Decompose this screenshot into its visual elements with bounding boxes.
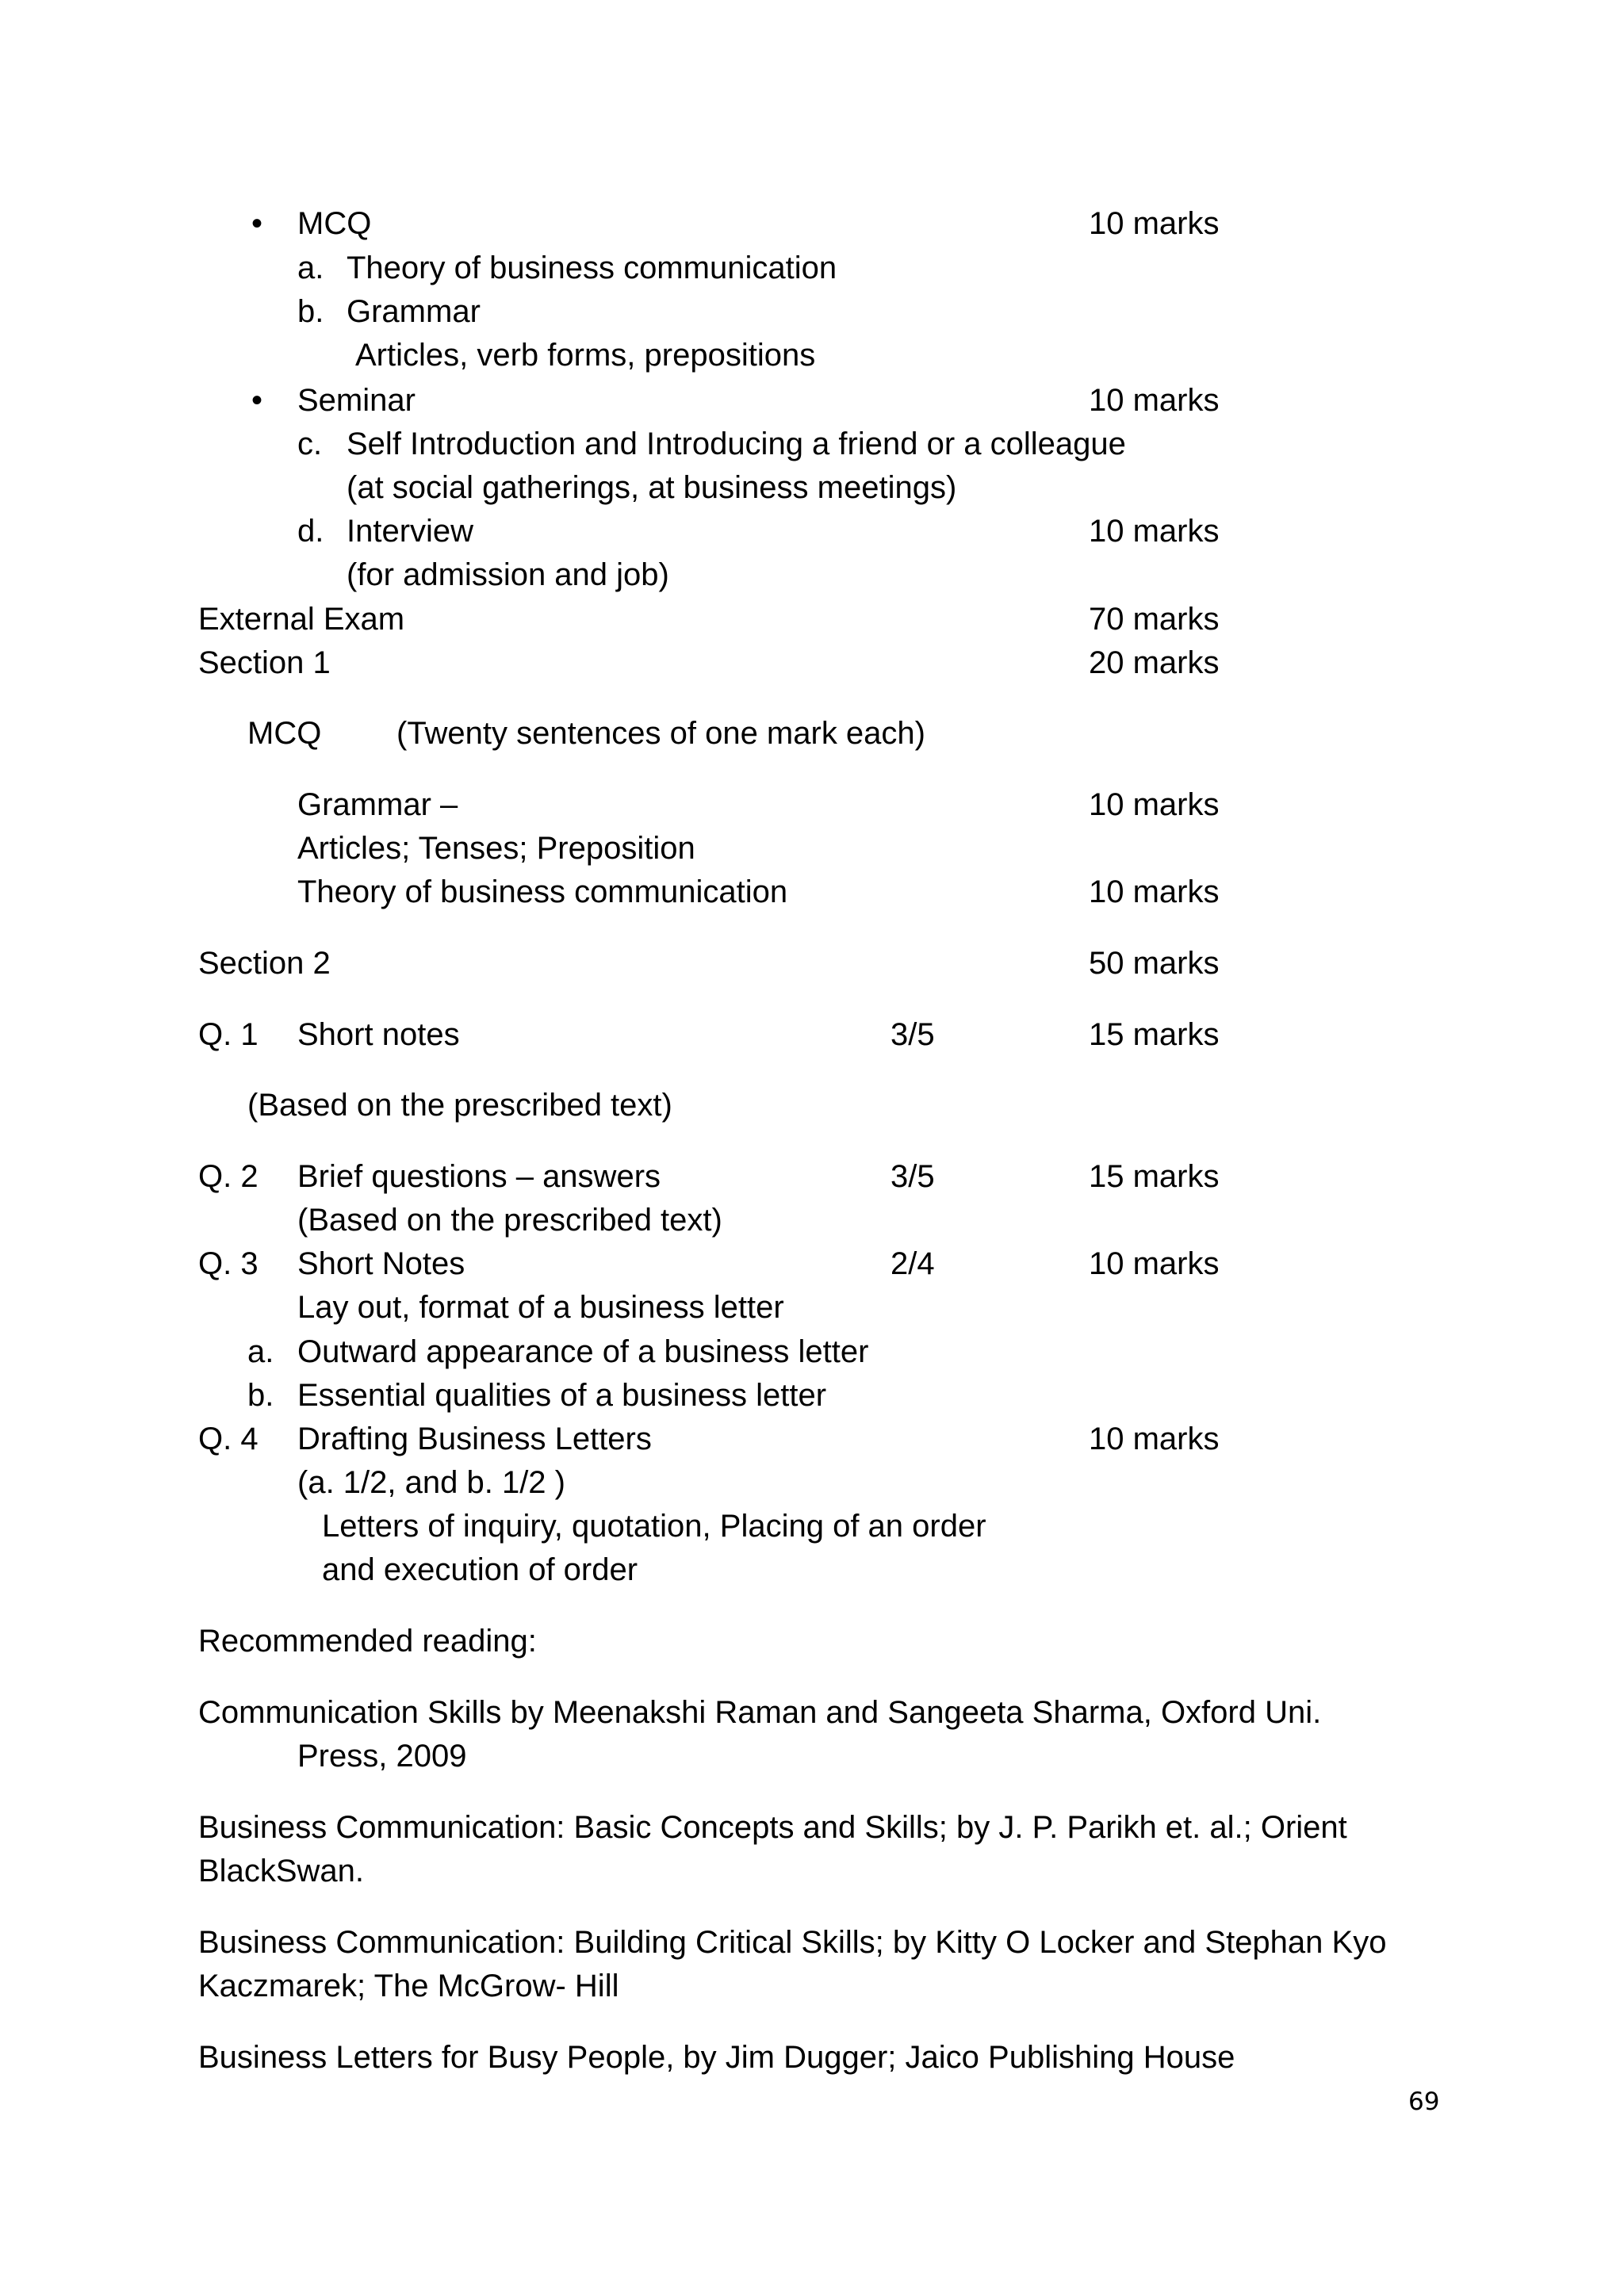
q3-number: Q. 3 [198, 1246, 259, 1281]
q3-item-a-text: Outward appearance of a business letter [297, 1334, 869, 1369]
q1-title: Short notes [297, 1017, 460, 1052]
q2-number: Q. 2 [198, 1159, 259, 1194]
section2-marks: 50 marks [1089, 946, 1220, 981]
mcq-label: MCQ [297, 206, 372, 241]
q1-choice: 3/5 [891, 1017, 935, 1052]
seminar-label: Seminar [297, 383, 416, 418]
q3-item-b-text: Essential qualities of a business letter [297, 1378, 827, 1413]
mcq-marks: 10 marks [1089, 206, 1220, 241]
q3-item-a-marker: a. [247, 1334, 274, 1369]
q1-note: (Based on the prescribed text) [247, 1088, 672, 1123]
theory-marks: 10 marks [1089, 874, 1220, 909]
seminar-item-c-marker: c. [297, 427, 323, 461]
book-2-line1: Business Communication: Basic Concepts and Skills; by J. P. Parikh et. al.; Orient [198, 1810, 1347, 1845]
q3-marks: 10 marks [1089, 1246, 1220, 1281]
q2-marks: 15 marks [1089, 1159, 1220, 1194]
mcq-bullet: • [251, 206, 263, 241]
q1-number: Q. 1 [198, 1017, 259, 1052]
q4-number: Q. 4 [198, 1422, 259, 1456]
external-exam-marks: 70 marks [1089, 602, 1220, 637]
q3-choice: 2/4 [891, 1246, 935, 1281]
theory-label: Theory of business communication [297, 874, 788, 909]
q4-line2: and execution of order [322, 1552, 638, 1587]
seminar-item-c-text: Self Introduction and Introducing a friend or a colleague [347, 427, 1126, 461]
mcq-grammar-sub: Articles, verb forms, prepositions [355, 338, 816, 373]
seminar-item-d-marker: d. [297, 514, 324, 549]
grammar-sub: Articles; Tenses; Preposition [297, 831, 695, 866]
q2-title: Brief questions – answers [297, 1159, 661, 1194]
external-exam-label: External Exam [198, 602, 405, 637]
section1-mcq-label: MCQ [247, 716, 322, 751]
mcq-item-b-marker: b. [297, 294, 324, 329]
grammar-marks: 10 marks [1089, 787, 1220, 822]
book-3-line2: Kaczmarek; The McGrow- Hill [198, 1969, 619, 2003]
q4-line1: Letters of inquiry, quotation, Placing of an order [322, 1509, 986, 1544]
mcq-item-a-text: Theory of business communication [347, 251, 837, 285]
q4-marks: 10 marks [1089, 1422, 1220, 1456]
seminar-marks: 10 marks [1089, 383, 1220, 418]
book-1-line1: Communication Skills by Meenakshi Raman and Sangeeta Sharma, Oxford Uni. [198, 1695, 1322, 1730]
q3-sub: Lay out, format of a business letter [297, 1290, 784, 1325]
seminar-item-c-sub: (at social gatherings, at business meetings) [347, 470, 957, 505]
q3-title: Short Notes [297, 1246, 465, 1281]
seminar-item-d-sub: (for admission and job) [347, 557, 669, 592]
section1-marks: 20 marks [1089, 645, 1220, 680]
q2-note: (Based on the prescribed text) [297, 1203, 722, 1238]
mcq-item-b-text: Grammar [347, 294, 481, 329]
seminar-item-d-text: Interview [347, 514, 474, 549]
grammar-label: Grammar – [297, 787, 458, 822]
q4-title: Drafting Business Letters [297, 1422, 652, 1456]
page-number: 69 [1408, 2087, 1440, 2116]
section1-label: Section 1 [198, 645, 331, 680]
book-3-line1: Business Communication: Building Critical Skills; by Kitty O Locker and Stephan Kyo [198, 1925, 1387, 1960]
q2-choice: 3/5 [891, 1159, 935, 1194]
mcq-item-a-marker: a. [297, 251, 324, 285]
section2-label: Section 2 [198, 946, 331, 981]
seminar-item-d-marks: 10 marks [1089, 514, 1220, 549]
q3-item-b-marker: b. [247, 1378, 274, 1413]
book-1-line2: Press, 2009 [297, 1739, 467, 1774]
section1-mcq-text: (Twenty sentences of one mark each) [396, 716, 925, 751]
q1-marks: 15 marks [1089, 1017, 1220, 1052]
reading-heading: Recommended reading: [198, 1624, 537, 1659]
book-4-line1: Business Letters for Busy People, by Jim Dugger; Jaico Publishing House [198, 2040, 1235, 2075]
book-2-line2: BlackSwan. [198, 1854, 364, 1888]
seminar-bullet: • [251, 383, 263, 418]
q4-note: (a. 1/2, and b. 1/2 ) [297, 1465, 565, 1500]
